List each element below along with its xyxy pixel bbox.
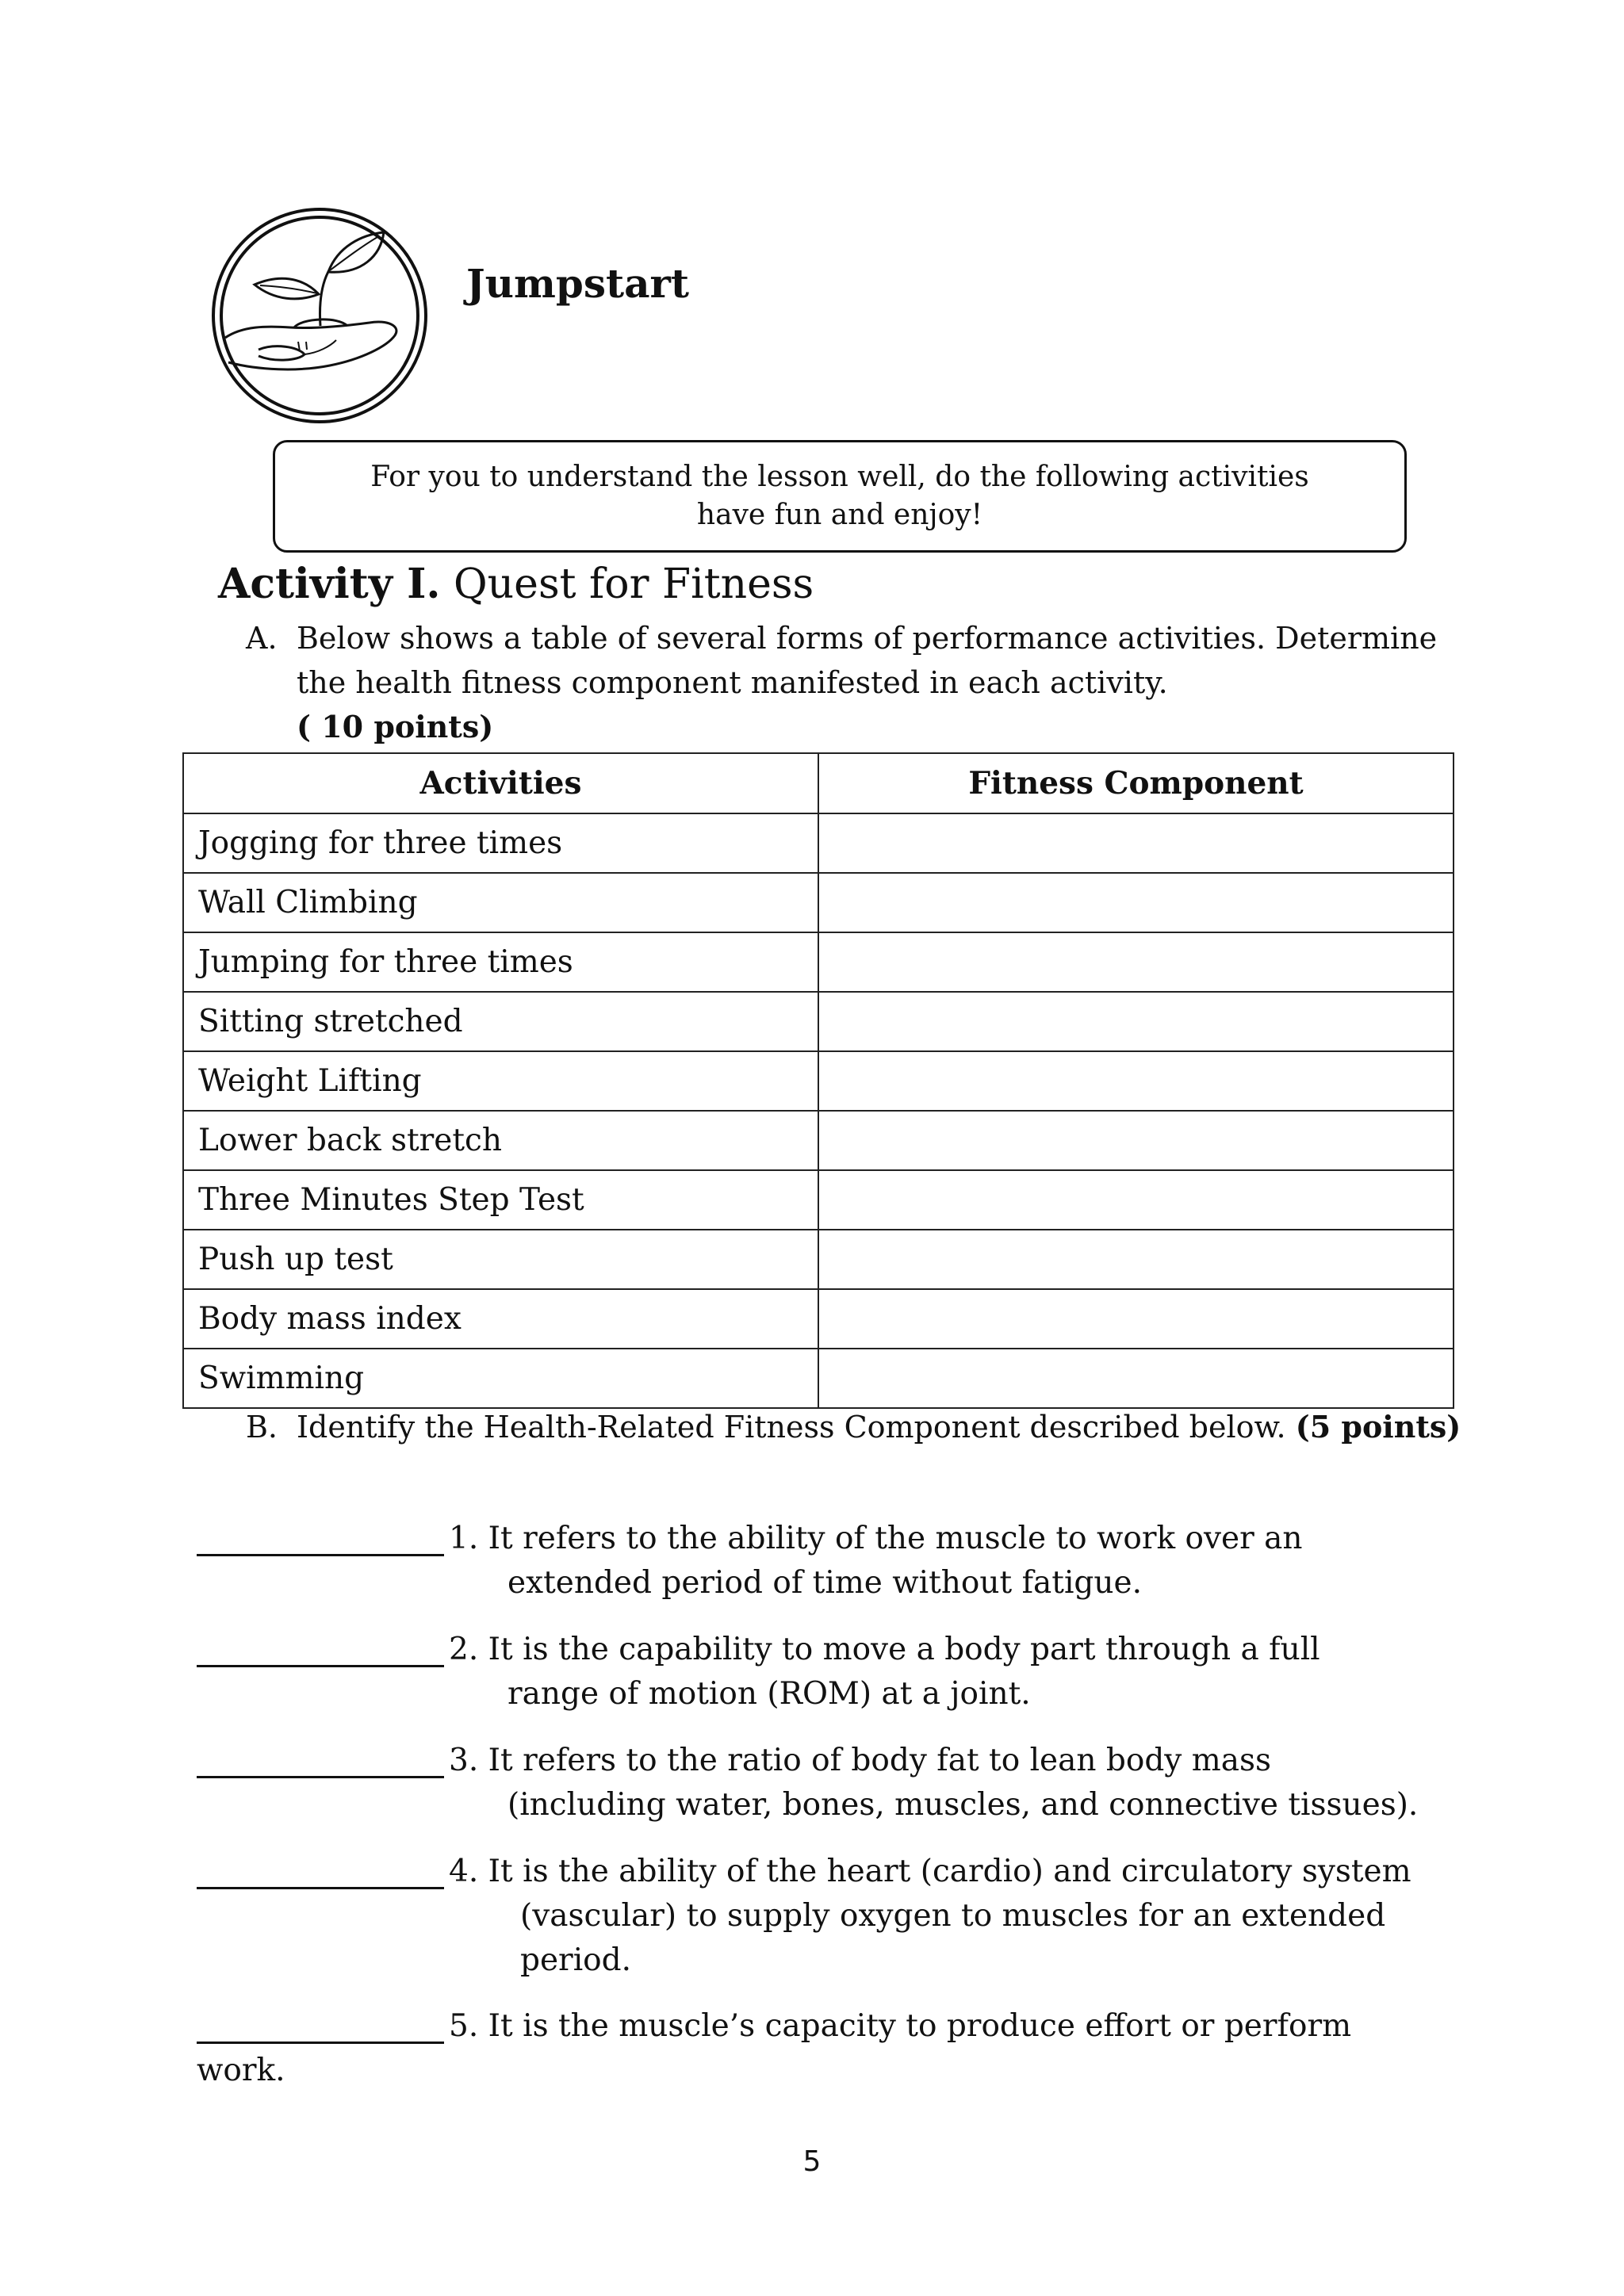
question-number: 4. <box>449 1854 479 1889</box>
instruction-line-2: have fun and enjoy! <box>696 499 983 531</box>
answer-cell[interactable] <box>818 1170 1454 1230</box>
answer-cell[interactable] <box>818 932 1454 992</box>
answer-blank[interactable] <box>197 1554 444 1556</box>
table-row <box>183 1051 1454 1111</box>
question-number: 3. <box>449 1743 479 1778</box>
activity-cell: Sitting stretched <box>183 992 818 1051</box>
question-line: 2. It is the capability to move a body part through a full <box>449 1632 1320 1667</box>
activity-cell: Push up test <box>183 1230 818 1289</box>
table-row <box>183 1349 1454 1408</box>
part-b-text <box>297 1405 1494 1449</box>
part-b-points: (5 points) <box>1295 1409 1461 1445</box>
activity-cell: Swimming <box>183 1349 818 1408</box>
activities-table <box>182 752 1454 1409</box>
activity-cell: Three Minutes Step Test <box>183 1170 818 1230</box>
answer-cell[interactable] <box>818 1289 1454 1349</box>
question-continuation: range of motion (ROM) at a joint. <box>508 1676 1031 1712</box>
section-title: Jumpstart <box>466 260 689 307</box>
question-continuation: (including water, bones, muscles, and connective tissues). <box>508 1787 1419 1823</box>
part-b-body: Identify the Health-Related Fitness Component described below. <box>297 1410 1286 1445</box>
answer-cell[interactable] <box>818 813 1454 873</box>
part-b-label: B. <box>246 1410 278 1445</box>
answer-cell[interactable] <box>818 1349 1454 1408</box>
question-continuation: extended period of time without fatigue. <box>508 1565 1142 1601</box>
question-number: 5. <box>449 2008 479 2044</box>
table-row <box>183 1289 1454 1349</box>
activity-cell: Body mass index <box>183 1289 818 1349</box>
table-row <box>183 932 1454 992</box>
answer-blank[interactable] <box>197 2042 444 2044</box>
question-number: 2. <box>449 1632 479 1667</box>
instruction-line-1: For you to understand the lesson well, do the following activities <box>370 461 1309 493</box>
question-number: 1. <box>449 1521 479 1556</box>
activity-cell: Jogging for three times <box>183 813 818 873</box>
question-continuation: (vascular) to supply oxygen to muscles for an extended <box>520 1898 1386 1934</box>
table-header-row <box>183 753 1454 813</box>
answer-blank[interactable] <box>197 1887 444 1889</box>
question-line: 3. It refers to the ratio of body fat to lean body mass <box>449 1743 1272 1778</box>
activity-heading <box>218 560 814 608</box>
question-line: 4. It is the ability of the heart (cardio) and circulatory system <box>449 1854 1411 1889</box>
activity-cell: Weight Lifting <box>183 1051 818 1111</box>
sprout-hand-logo <box>211 207 429 425</box>
answer-cell[interactable] <box>818 873 1454 932</box>
question-line: 1. It refers to the ability of the muscle to work over an <box>449 1521 1303 1556</box>
table-row <box>183 813 1454 873</box>
question-continuation: period. <box>520 1942 632 1978</box>
page-number: 5 <box>802 2145 822 2178</box>
answer-cell[interactable] <box>818 1230 1454 1289</box>
instruction-box <box>273 440 1407 553</box>
table-row <box>183 873 1454 932</box>
header-activities: Activities <box>183 753 818 813</box>
table-row <box>183 1230 1454 1289</box>
table-row <box>183 1111 1454 1170</box>
activity-cell: Jumping for three times <box>183 932 818 992</box>
answer-cell[interactable] <box>818 992 1454 1051</box>
sprout-hand-icon <box>211 207 429 425</box>
answer-cell[interactable] <box>818 1051 1454 1111</box>
activity-label: Activity I. <box>218 560 441 608</box>
part-a-text: Below shows a table of several forms of performance activities. Determine the health fitness component manifested in each activity. <box>297 621 1438 700</box>
activity-cell: Wall Climbing <box>183 873 818 932</box>
table-row <box>183 992 1454 1051</box>
table-row <box>183 1170 1454 1230</box>
part-a-points: ( 10 points) <box>297 709 494 744</box>
answer-cell[interactable] <box>818 1111 1454 1170</box>
part-a-label: A. <box>246 621 278 656</box>
header-fitness-component: Fitness Component <box>818 753 1454 813</box>
question-line: 5. It is the muscle’s capacity to produce effort or perform <box>449 2008 1352 2044</box>
activity-title: Quest for Fitness <box>454 561 814 608</box>
activity-cell: Lower back stretch <box>183 1111 818 1170</box>
question-continuation: work. <box>197 2053 285 2088</box>
answer-blank[interactable] <box>197 1665 444 1667</box>
answer-blank[interactable] <box>197 1776 444 1778</box>
